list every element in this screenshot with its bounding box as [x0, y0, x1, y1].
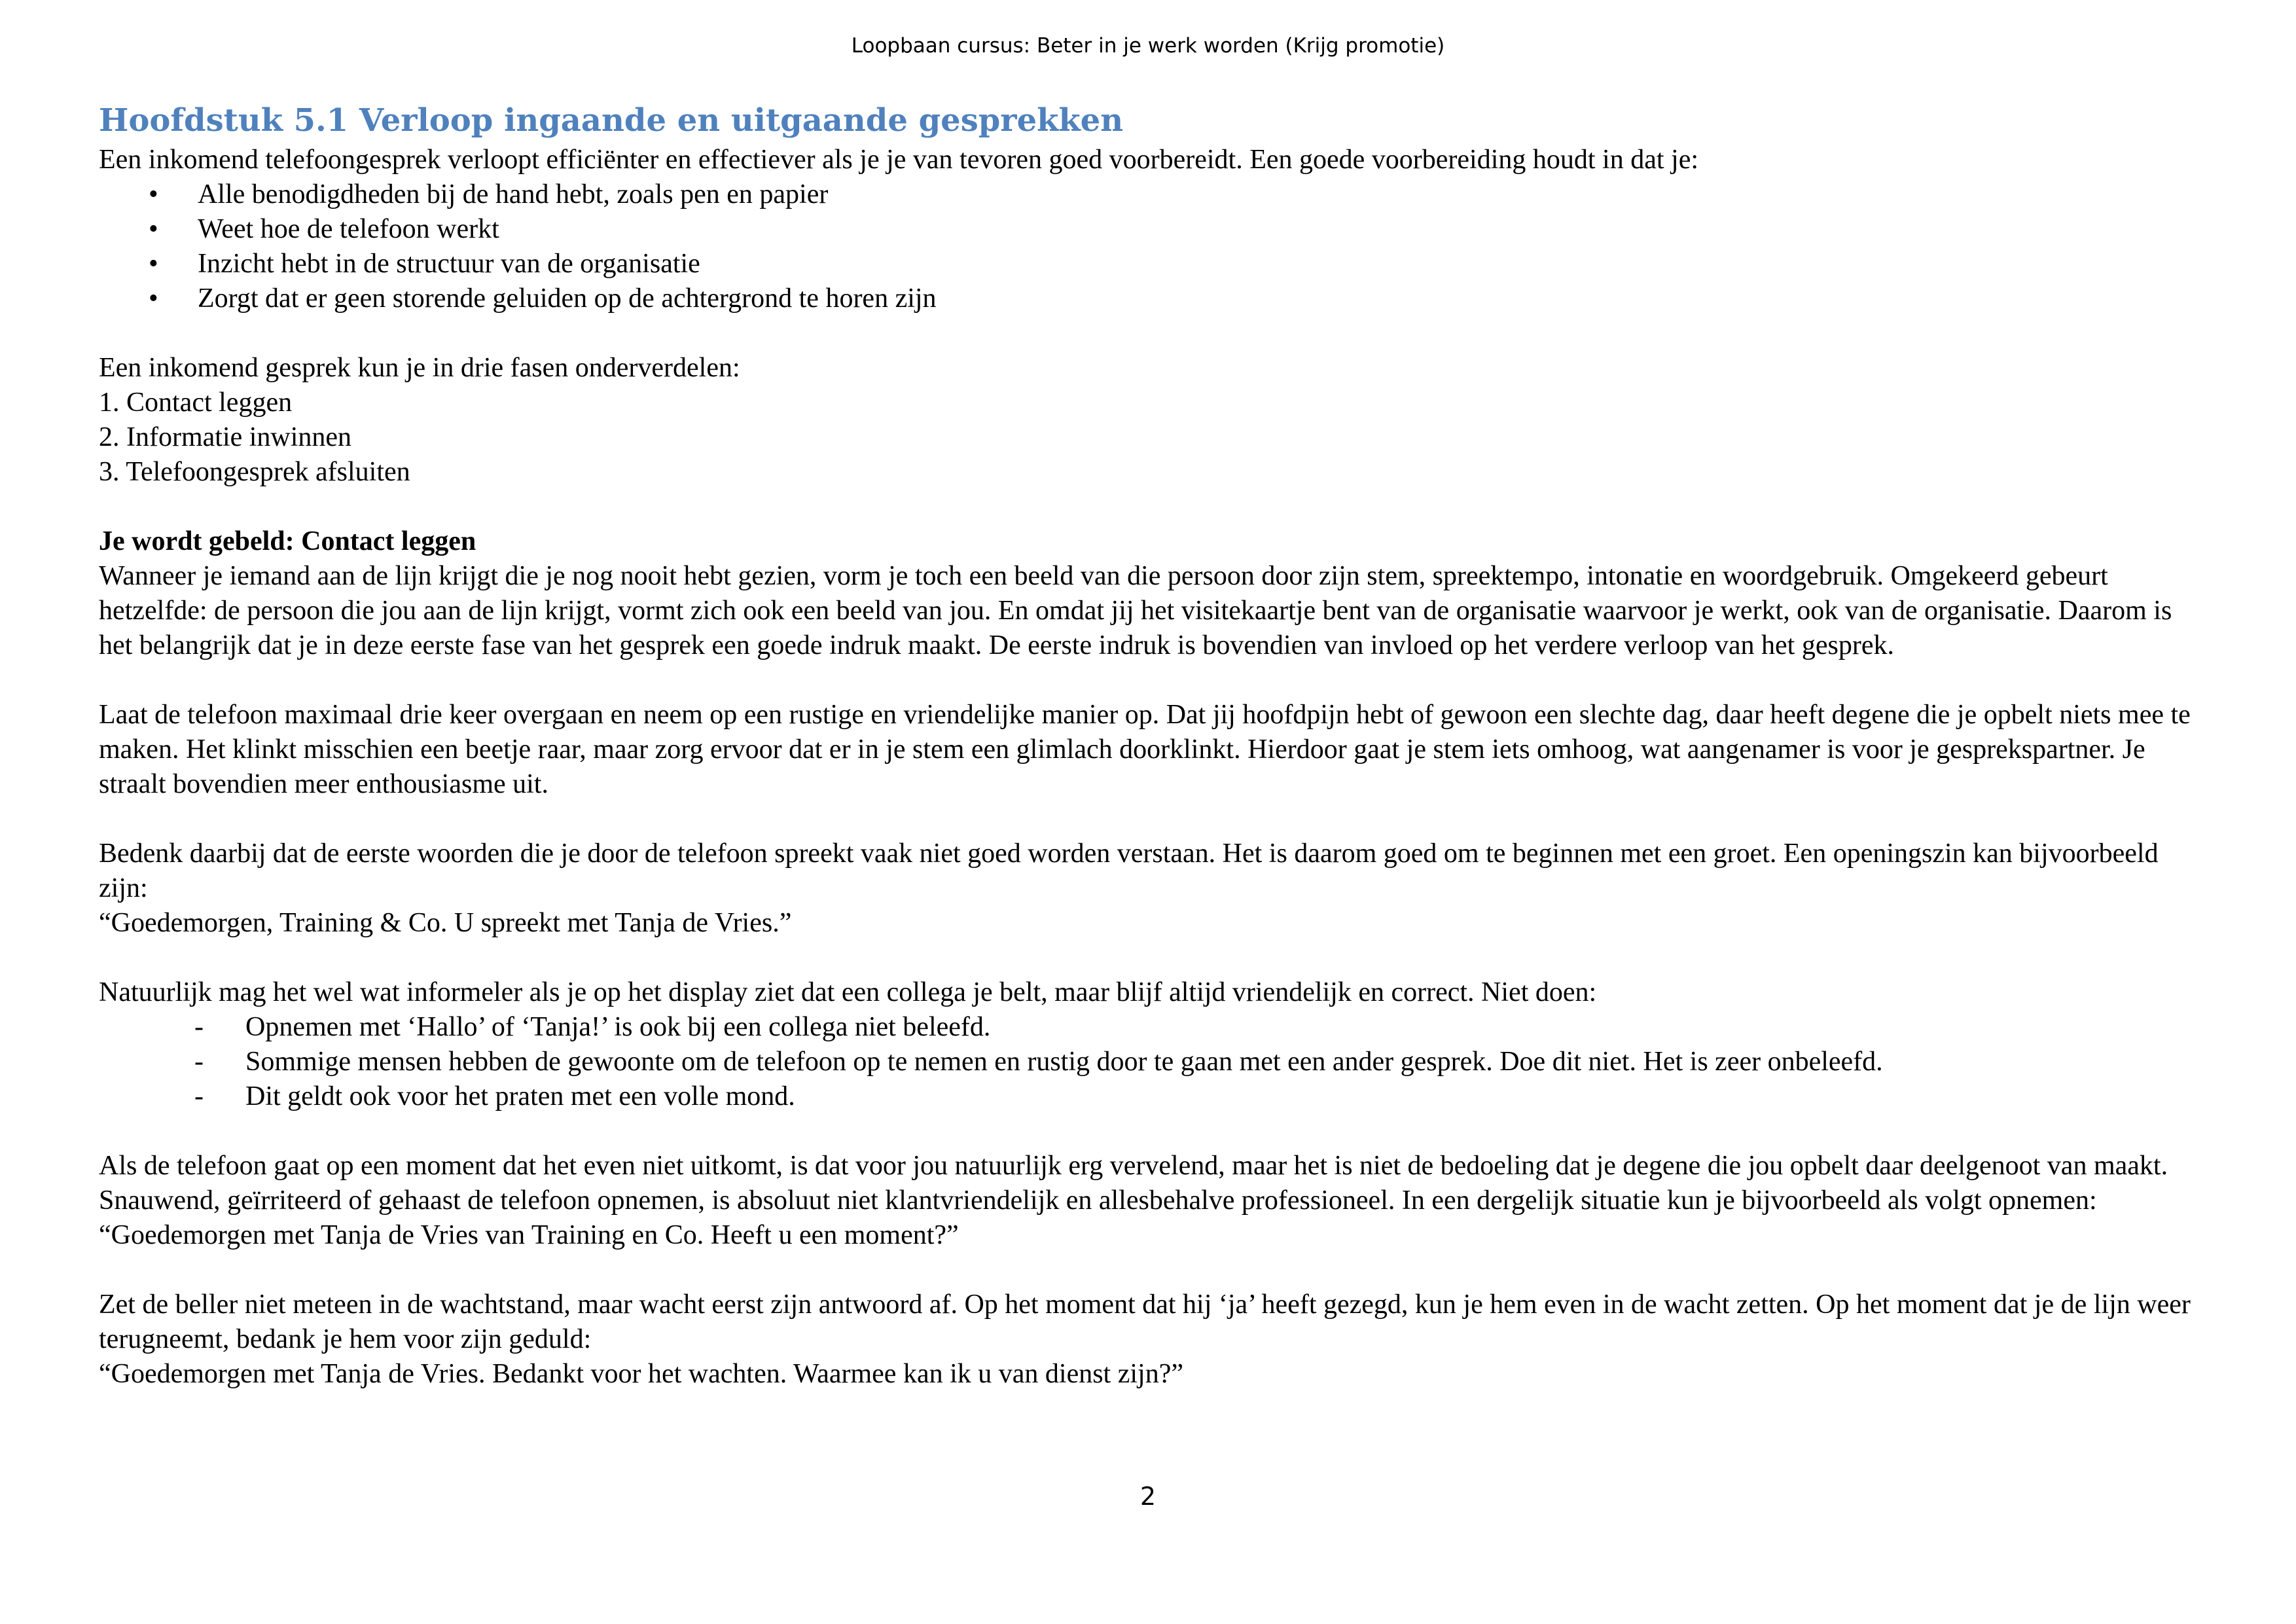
list-item-text: Zorgt dat er geen storende geluiden op de achtergrond te horen zijn — [198, 283, 937, 314]
paragraph: Wanneer je iemand aan de lijn krijgt die je nog nooit hebt gezien, vorm je toch een beeld van die persoon door zijn stem, spreektempo, intonatie en woordgebruik. Omgekeerd gebeurt hetzelfde: de persoon die jou aan de lijn krijgt, vormt zich ook een beeld van jou. En omdat jij het visitekaartje bent van de organisatie waarvoor je werkt, ook van de organisatie. Daarom is het belangrijk dat je in deze eerste fase van het gesprek een goede indruk maakt. De eerste indruk is bovendien van invloed op het verdere verloop van het gesprek. — [99, 561, 2172, 660]
spacer — [99, 1114, 2210, 1149]
quote: “Goedemorgen, Training & Co. U spreekt met Tanja de Vries.” — [99, 908, 792, 938]
bullet-icon: • — [149, 249, 158, 279]
list-item — [99, 247, 2210, 281]
list-item-text: Weet hoe de telefoon werkt — [198, 214, 499, 244]
bullet-icon: • — [149, 283, 158, 314]
intro-paragraph: Een inkomend telefoongesprek verloopt efficiënter en effectiever als je je van tevoren goed voorbereidt. Een goede voorbereiding houdt in dat je: — [99, 145, 1699, 175]
list-item — [99, 281, 2210, 316]
spacer — [99, 490, 2210, 524]
list-item-text: Dit geldt ook voor het praten met een volle mond. — [245, 1081, 795, 1111]
paragraph: Natuurlijk mag het wel wat informeler als je op het display ziet dat een collega je belt, maar blijf altijd vriendelijk en correct. Niet doen: — [99, 977, 1597, 1007]
page-number: 2 — [1139, 1482, 1157, 1511]
list-item — [99, 212, 2210, 247]
list-item — [99, 177, 2210, 212]
list-item — [99, 1045, 2210, 1079]
bullet-icon: • — [149, 214, 158, 244]
quote: “Goedemorgen met Tanja de Vries van Training en Co. Heeft u een moment?” — [99, 1220, 959, 1250]
list-item — [99, 1079, 2210, 1114]
list-item — [99, 1010, 2210, 1045]
paragraph: Zet de beller niet meteen in de wachtstand, maar wacht eerst zijn antwoord af. Op het moment dat hij ‘ja’ heeft gezegd, kun je hem even in de wacht zetten. Op het moment dat je de lijn weer terugneemt, bedank je hem voor zijn geduld: — [99, 1290, 2191, 1354]
paragraph: Als de telefoon gaat op een moment dat het even niet uitkomt, is dat voor jou natuurlijk erg vervelend, maar het is niet de bedoeling dat je degene die jou opbelt daar deelgenoot van maakt. Snauwend, geïrriteerd of gehaast de telefoon opnemen, is absoluut niet klantvriendelijk en allesbehalve professioneel. In een dergelijk situatie kun je bijvoorbeeld als volgt opnemen: — [99, 1151, 2168, 1216]
phase-item: 3. Telefoongesprek afsluiten — [99, 457, 410, 487]
phase-item: 2. Informatie inwinnen — [99, 422, 352, 452]
list-item-text: Sommige mensen hebben de gewoonte om de telefoon op te nemen en rustig door te gaan met een ander gesprek. Doe dit niet. Het is zeer onbeleefd. — [245, 1047, 1883, 1077]
spacer — [99, 316, 2210, 351]
spacer — [99, 1253, 2210, 1288]
paragraph: Bedenk daarbij dat de eerste woorden die je door de telefoon spreekt vaak niet goed worden verstaan. Het is daarom goed om te beginnen met een groet. Een openingszin kan bijvoorbeeld zijn: — [99, 839, 2159, 903]
dash-icon: - — [194, 1047, 204, 1077]
preparation-list — [99, 177, 2210, 316]
spacer — [99, 802, 2210, 837]
list-item-text: Alle benodigdheden bij de hand hebt, zoals pen en papier — [198, 179, 829, 209]
bullet-icon: • — [149, 179, 158, 209]
phase-item: 1. Contact leggen — [99, 388, 293, 418]
spacer — [99, 663, 2210, 698]
donts-list — [99, 1010, 2210, 1114]
dash-icon: - — [194, 1081, 204, 1111]
phases-intro: Een inkomend gesprek kun je in drie fasen onderverdelen: — [99, 353, 740, 383]
dash-icon: - — [194, 1012, 204, 1042]
list-item-text: Opnemen met ‘Hallo’ of ‘Tanja!’ is ook bij een collega niet beleefd. — [245, 1012, 991, 1042]
paragraph: Laat de telefoon maximaal drie keer overgaan en neem op een rustige en vriendelijke manier op. Dat jij hoofdpijn hebt of gewoon een slechte dag, daar heeft degene die je opbelt niets mee te maken. Het klinkt misschien een beetje raar, maar zorg ervoor dat er in je stem een glimlach doorklinkt. Hierdoor gaat je stem iets omhoog, wat aangenamer is voor je gesprekspartner. Je straalt bovendien meer enthousiasme uit. — [99, 700, 2191, 799]
section-heading: Je wordt gebeld: Contact leggen — [99, 526, 476, 556]
running-header: Loopbaan cursus: Beter in je werk worden (Krijg promotie) — [851, 34, 1445, 58]
spacer — [99, 941, 2210, 975]
chapter-title: Hoofdstuk 5.1 Verloop ingaande en uitgaande gesprekken — [99, 102, 1124, 139]
quote: “Goedemorgen met Tanja de Vries. Bedankt voor het wachten. Waarmee kan ik u van dienst zijn?” — [99, 1359, 1183, 1389]
list-item-text: Inzicht hebt in de structuur van de organisatie — [198, 249, 700, 279]
document-body — [99, 98, 2210, 1392]
